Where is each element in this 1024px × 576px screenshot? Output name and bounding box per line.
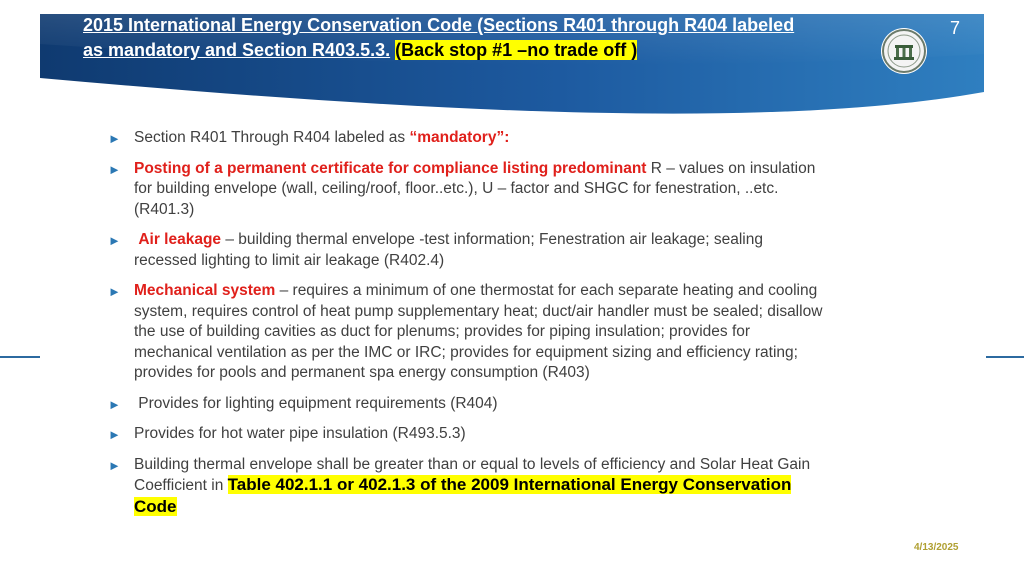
emphasis-text: Mechanical system [134, 282, 276, 299]
title-highlight-text: (Back stop #1 –no trade off ) [395, 40, 638, 60]
list-item: ► Provides for hot water pipe insulation (R493.5.3) [108, 424, 828, 445]
slide-title [83, 13, 803, 63]
triangle-right-icon: ► [108, 457, 121, 473]
bullet-list [108, 128, 828, 528]
page-number: 7 [950, 18, 961, 38]
list-item: ► Air leakage – building thermal envelope -test information; Fenestration air leakage; sealing recessed lighting to limit air leakage (R402.4) [108, 231, 763, 269]
list-item: ► Posting of a permanent certificate for compliance listing predominant R – values on insulation for building envelope (wall, ceiling/roof, floor..etc.), U – factor and SHGC for fenestration, ..etc. (R401.3) [108, 159, 816, 218]
list-item: ► Section R401 Through R404 labeled as “mandatory”: [108, 128, 828, 149]
slide-date: 4/13/2025 [914, 542, 959, 553]
triangle-right-icon: ► [108, 161, 121, 177]
list-item: ► Provides for lighting equipment requirements (R404) [108, 394, 828, 415]
list-item: ► Mechanical system – requires a minimum of one thermostat for each separate heating and cooling system, requires control of heat pump supplementary heat; duct/air handler must be sealed; disallow the use of building cavities as duct for plenums; provides for piping insulation; provides for mechanical ventilation as per the IMC or IRC; provides for equipment sizing and efficiency rating; provides for pools and permanent spa energy consumption (R403) [108, 282, 823, 381]
triangle-right-icon: ► [108, 284, 121, 299]
triangle-right-icon: ► [108, 233, 121, 248]
right-divider [986, 356, 1024, 358]
title-underlined-text: 2015 International Energy Conservation Code (Sections R401 through R404 labeled as mandatory and Section R403.5.3. [83, 15, 795, 60]
seal-icon [881, 28, 927, 74]
triangle-right-icon: ► [108, 131, 121, 146]
emphasis-text: Posting of a permanent certificate for compliance listing predominant [134, 159, 647, 177]
emphasis-text: “mandatory”: [409, 129, 510, 146]
triangle-right-icon: ► [108, 396, 121, 412]
table-reference-highlight: Table 402.1.1 or 402.1.3 of the 2009 International Energy Conservation Code [134, 475, 792, 516]
left-divider [0, 356, 40, 358]
triangle-right-icon: ► [108, 427, 121, 442]
emphasis-text: Air leakage [138, 231, 222, 248]
list-item: ► Building thermal envelope shall be greater than or equal to levels of efficiency and Solar Heat Gain Coefficient in Table 402.1.1 or 402.1.3 of the 2009 International Energy Conservation Code [108, 455, 811, 516]
